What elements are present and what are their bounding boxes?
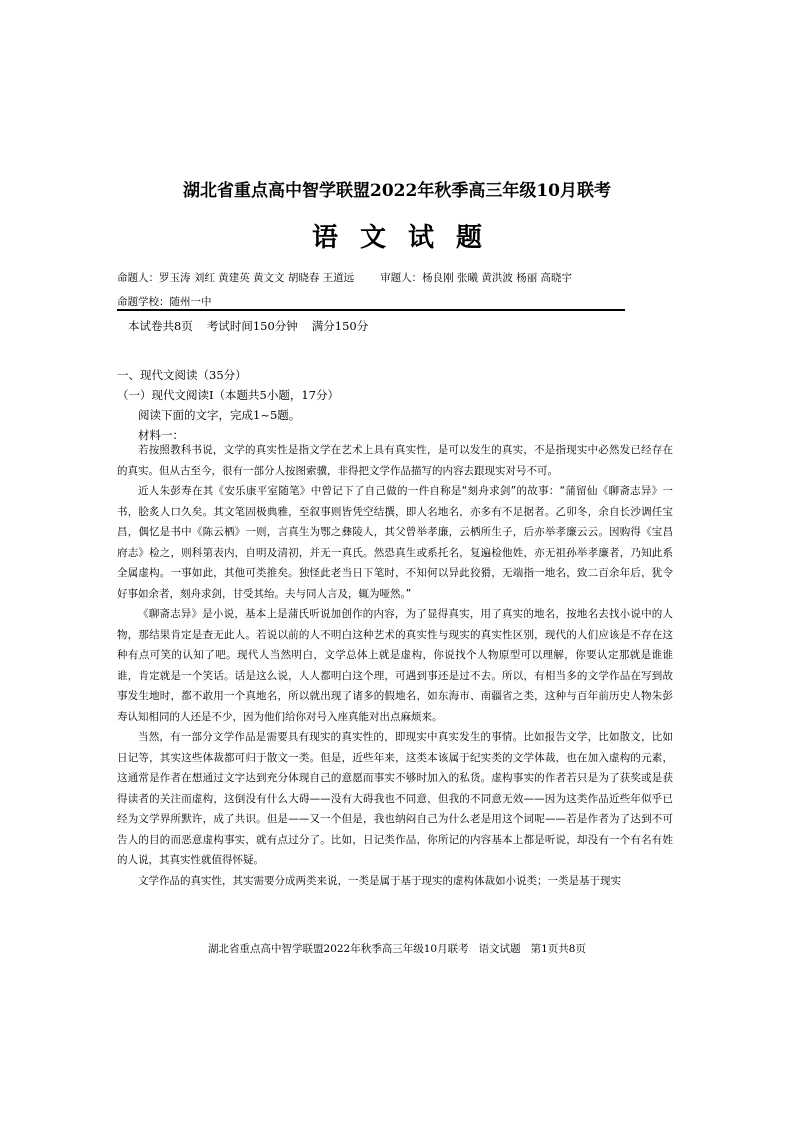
paragraph: 《聊斋志异》是小说，基本上是蒲氏听说加创作的内容，为了显得真实，用了真实的地名，按地名去找小说中的人物，那结果肯定是查无此人。若说以前的人不明白这种艺术的真实性与现实的真实性区别，现代的人们应该是不存在这种有点可笑的认知了吧。现代人当然明白，文学总体上就是虚构，你说找个人物原型可以理解，你要认定那就是谁谁谁，肯定就是一个笑话。话是这么说，人人都明白这个理，可遇到事还是过不去。所以，有相当多的文学作品在写到故事发生地时，都不敢用一个真地名，所以就出现了诸多的假地名，如东海市、南疆省之类，这种与百年前历史人物朱彭寿认知相同的人还是不少，因为他们给你对号入座真能对出点麻烦来。 <box>117 608 673 723</box>
footer-subject: 语文试题 <box>478 943 521 955</box>
header-rule <box>117 309 625 311</box>
paragraph: 当然，有一部分文学作品是需要具有现实的真实性的，即现实中真实发生的事情。比如报告文学，比如散文，比如日记等，其实这些体裁都可归于散文一类。但是，近些年来，这类本该属于纪实类的文学体裁，也在加入虚构的元素，这通常是作者在想通过文字达到充分体现自己的意愿而事实不够时加入的私货。虚构事实的作者若只是为了获奖或是获得读者的关注而虚构，这倒没有什么大碍——没有大碍我也不同意，但我的不同意无效——因为这类作品近些年似乎已经为文学界所默许，成了共识。但是——又一个但是，我也纳闷自己为什么老是用这个词呢——若是作者为了达到不可告人的目的而恶意虚构事实，就有点过分了。比如，日记类作品，你所记的内容基本上都是听说，却没有一个有名有姓的人说，其真实性就值得怀疑。 <box>117 731 673 866</box>
exam-time: 考试时间150分钟 <box>206 319 298 333</box>
section-heading: 一、现代文阅读（35分） <box>117 368 247 382</box>
paragraph: 若按照教科书说，文学的真实性是指文学在艺术上具有真实性，是可以发生的真实，不是指现实中必然发已经存在的真实。但从古至今，很有一部分人按图索骥，非得把文学作品描写的内容去跟现实对号不可。 <box>117 444 673 477</box>
proposers: 命题人：罗玉涛 刘红 黄建英 黄文文 胡晓春 王道远 <box>117 272 355 284</box>
reviewers: 审题人：杨良刚 张曦 黄洪波 杨丽 高晓宇 <box>380 272 573 284</box>
passage <box>117 440 673 891</box>
school-line: 命题学校：随州一中 <box>117 296 212 308</box>
exam-title: 湖北省重点高中智学联盟2022年秋季高三年级10月联考 <box>183 181 611 201</box>
page-footer <box>0 941 794 956</box>
paragraph: 近人朱彭寿在其《安乐康平室随笔》中曾记下了自己做的一件自称是“刻舟求剑”的故事：“蒲留仙《聊斋志异》一书，脍炙人口久矣。其文笔固极典雅，至叙事则皆凭空结撰，即人名地名，亦多有不足据者。乙卯冬，余自长沙调任宝昌，偶忆是书中《陈云栖》一则，言真生为鄂之彝陵人，其父曾举孝廉，云栖所生子，后亦举孝廉云云。因购得《宝昌府志》检之，则科第表内，自明及清初，并无一真氏。然恐真生或系托名，复遍检他姓，亦无祖孙举孝廉者，乃知此系全属虚构。一事如此，其他可类推矣。独怪此老当日下笔时，不知何以异此狡猾，无端指一地名，致二百余年后，犹令好事如余者，刻舟求剑，甘受其绐。夫与同人言及，辄为哑然。” <box>117 485 673 600</box>
footer-page-number: 第1页共8页 <box>530 943 586 955</box>
subject-title: 语文试题 <box>311 223 504 253</box>
material-label: 材料一： <box>138 428 184 442</box>
page-count: 本试卷共8页 <box>128 319 193 333</box>
staff-line <box>117 270 572 285</box>
exam-info <box>128 318 368 334</box>
footer-exam: 湖北省重点高中智学联盟2022年秋季高三年级10月联考 <box>208 943 469 955</box>
sub-heading: （一）现代文阅读Ⅰ（本题共5小题，17分） <box>117 388 339 402</box>
instruction: 阅读下面的文字，完成1~5题。 <box>138 408 301 422</box>
full-score: 满分150分 <box>311 319 369 333</box>
paragraph: 文学作品的真实性，其实需要分成两类来说，一类是属于基于现实的虚构体裁如小说类；一类是基于现实 <box>138 874 621 887</box>
